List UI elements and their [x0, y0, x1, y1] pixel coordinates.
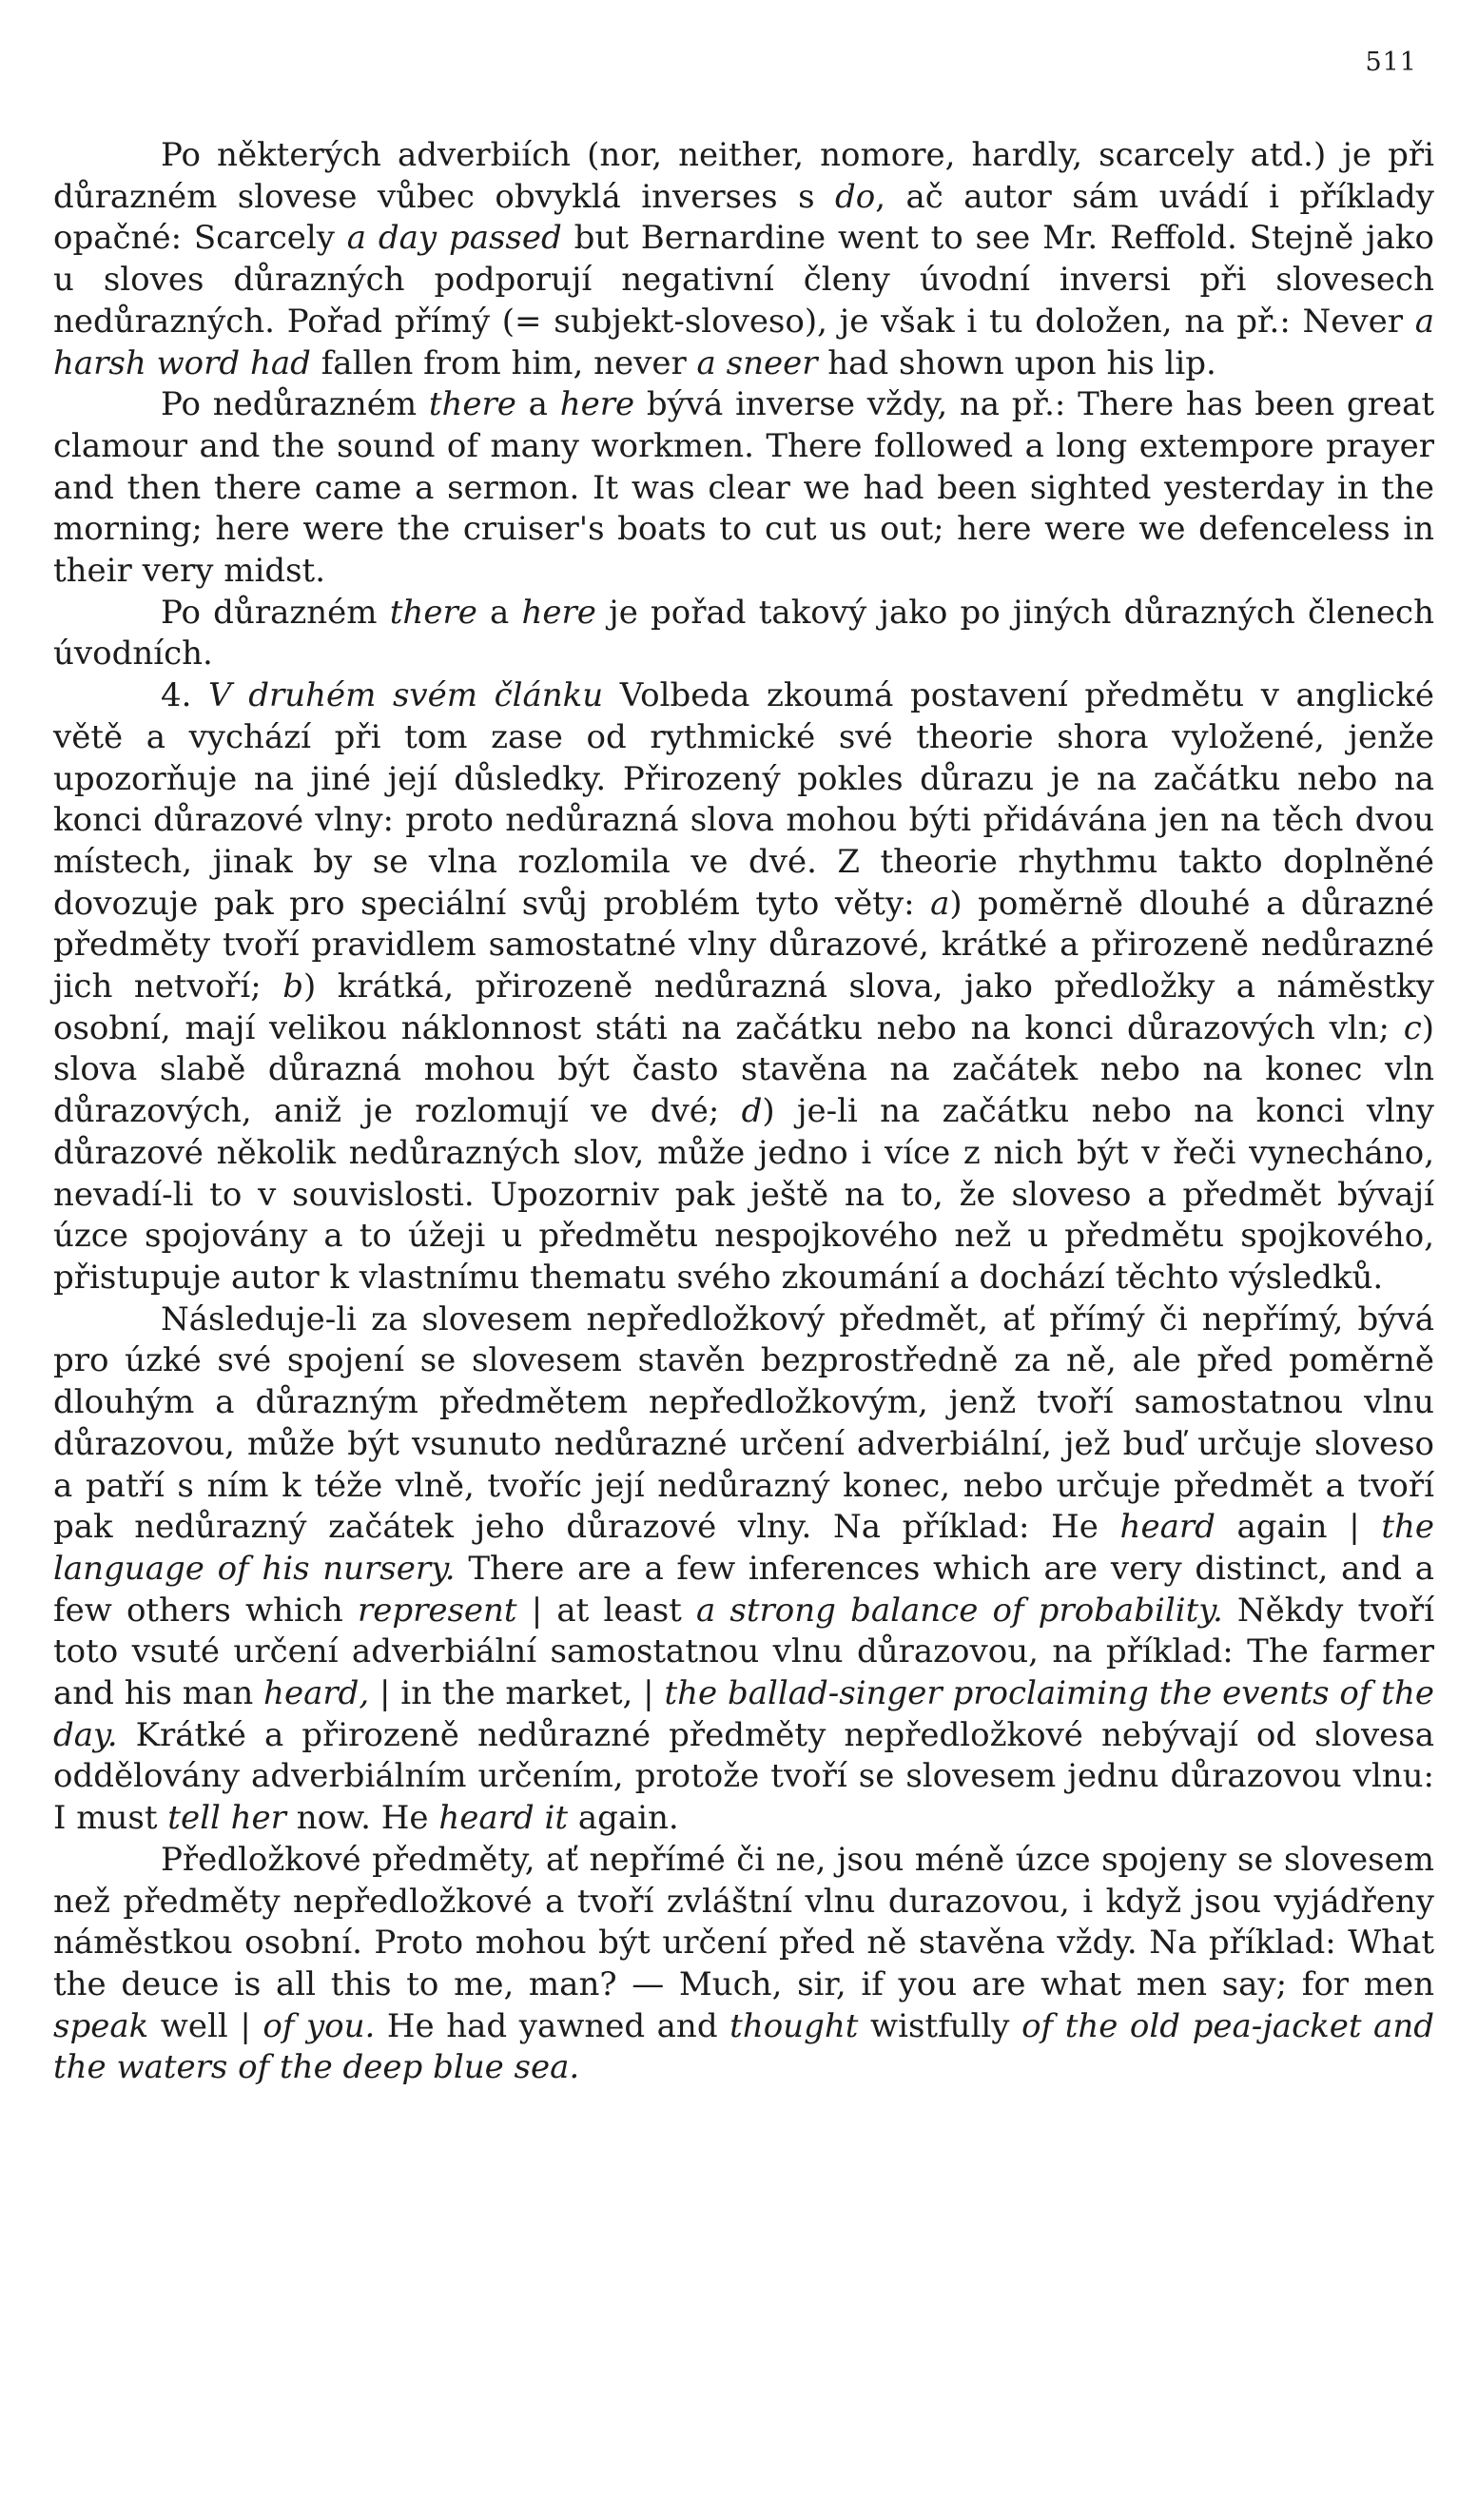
italic-text: tell her [167, 1799, 286, 1838]
italic-text: a harsh word had [53, 302, 1434, 382]
text-run: fallen from him, never [310, 343, 697, 382]
italic-text: b [282, 967, 303, 1006]
text-run: a [476, 593, 522, 632]
text-run: Po důrazném [161, 593, 390, 632]
italic-text: here [559, 385, 635, 424]
paragraph [53, 593, 1434, 675]
text-run: ) slova slabě důrazná mohou být často stavěna na začátek nebo na konec vln důrazových, aniž je rozlomují ve dvé; [53, 1008, 1434, 1131]
italic-text: c [1403, 1008, 1422, 1047]
text-run: 4. [161, 676, 209, 715]
italic-text: of you. [263, 2006, 376, 2045]
text-run: ) je-li na začátku nebo na konci vlny důrazové několik nedůrazných slov, může jedno i více z nich být v řeči vynecháno, nevadí-li to v souvislosti. Upozorniv pak ještě na to, že sloveso a předmět bývají úzce spojovány a to úžeji u předmětu nespojkového než u předmětu spojkového, přistupuje autor k vlastnímu thematu svého zkoumání a dochází těchto výsledků. [53, 1092, 1435, 1297]
italic-text: a [930, 884, 950, 923]
text-run: again | [1215, 1508, 1382, 1547]
paragraph [53, 1299, 1434, 1840]
italic-text: a sneer [696, 343, 818, 382]
italic-text: speak [53, 2006, 149, 2045]
text-run: Po nedůrazném [161, 385, 429, 424]
paragraph [53, 135, 1434, 384]
text-run: wistfully [858, 2006, 1022, 2045]
text-run: but Bernardine went to see Mr. Reffold. Stejně jako u sloves důrazných podporují negativní členy úvodní inversi při slovesech nedůrazných. Pořad přímý (= subjekt-sloveso), je však i tu doložen, na př.: Never [53, 219, 1434, 341]
text-run: a [515, 385, 560, 424]
text-run: Někdy tvoří toto vsuté určení adverbiální samostatnou vlnu důrazovou, na příklad: The farmer and his man [53, 1591, 1434, 1713]
text-run: je pořad takový jako po jiných důrazných členech úvodních. [53, 593, 1434, 674]
text-run: Volbeda zkoumá postavení předmětu v anglické větě a vychází při tom zase od rythmické své theorie shora vyložené, jenže upozorňuje na jiné její důsledky. Přirozený pokles důrazu je na začátku nebo na konci důrazové vlny: proto nedůrazná slova mohou býti přidávána jen na těch dvou místech, jinak by se vlna rozlomila ve dvé. Z theorie rhythmu takto doplněné dovozuje pak pro speciální svůj problém tyto věty: [53, 676, 1434, 923]
text-run: | at least [516, 1591, 696, 1630]
paragraph [53, 675, 1434, 1299]
italic-text: there [389, 593, 477, 632]
text-run: | in the market, | [369, 1674, 665, 1713]
text-run: again. [568, 1799, 679, 1838]
paragraph [53, 1840, 1434, 2089]
paragraph [53, 384, 1434, 593]
text-run: , ač autor sám uvádí i příklady opačné: Scarcely [53, 177, 1434, 258]
italic-text: V druhém svém článku [208, 676, 604, 715]
text-run: well | [148, 2006, 263, 2045]
italic-text: the language of his nursery. [53, 1508, 1434, 1588]
text-run: bývá inverse vždy, na př.: There has been great clamour and the sound of many workmen. There followed a long extempore prayer and then there came a sermon. It was clear we had been sighted yesterday in the morning; here were the cruiser's boats to cut us out; here were we defenceless in their very midst. [53, 385, 1435, 591]
italic-text: thought [729, 2006, 859, 2045]
text-run: ) poměrně dlouhé a důrazné předměty tvoří pravidlem samostatné vlny důrazové, krátké a přirozeně nedůrazné jich netvoří; [53, 884, 1434, 1006]
text-run: ) krátká, přirozeně nedůrazná slova, jako předložky a náměstky osobní, mají velikou náklonnost státi na začátku nebo na konci důrazových vln; [53, 967, 1434, 1047]
italic-text: d [741, 1092, 763, 1131]
italic-text: a day passed [346, 219, 562, 258]
text-run: had shown upon his lip. [817, 343, 1216, 382]
italic-text: there [428, 385, 516, 424]
text-run: Předložkové předměty, ať nepřímé či ne, jsou méně úzce spojeny se slovesem než předměty nepředložkové a tvoří zvláštní vlnu durazovou, i když jsou vyjádřeny náměstkou osobní. Proto mohou být určení před ně stavěna vždy. Na příklad: What the deuce is all this to me, man? — Much, sir, if you are what men say; for men [53, 1840, 1434, 2003]
italic-text: of the old pea-jacket and the waters of the deep blue sea. [53, 2006, 1434, 2087]
italic-text: heard, [263, 1674, 370, 1713]
italic-text: do [834, 177, 876, 216]
page-number: 511 [1365, 48, 1417, 77]
italic-text: the ballad-singer proclaiming the events of the day. [53, 1674, 1434, 1754]
text-run: He had yawned and [375, 2006, 730, 2045]
document-body [53, 135, 1434, 2089]
italic-text: heard [1119, 1508, 1215, 1547]
text-run: Po některých adverbiích (nor, neither, nomore, hardly, scarcely atd.) je při důrazném slovese vůbec obvyklá inverses s [53, 136, 1434, 216]
text-run: There are a few inferences which are very distinct, and a few others which [53, 1549, 1434, 1630]
italic-text: a strong balance of probability. [696, 1591, 1223, 1630]
italic-text: represent [357, 1591, 517, 1630]
text-run: Následuje-li za slovesem nepředložkový předmět, ať přímý či nepřímý, bývá pro úzké své spojení se slovesem stavěn bezprostředně za ně, ale před poměrně dlouhým a důrazným předmětem nepředložkovým, jenž tvoří samostatnou vlnu důrazovou, může být vsunuto nedůrazné určení adverbiální, jež buď určuje sloveso a patří s ním k téže vlně, tvoříc její nedůrazný konec, nebo určuje předmět a tvoří pak nedůrazný začátek jeho důrazové vlny. Na příklad: He [53, 1299, 1434, 1547]
italic-text: here [521, 593, 596, 632]
italic-text: heard it [438, 1799, 569, 1838]
text-run: Krátké a přirozeně nedůrazné předměty nepředložkové nebývají od slovesa oddělovány adverbiálním určením, protože tvoří se slovesem jednu důrazovou vlnu: I must [53, 1715, 1434, 1838]
text-run: now. He [285, 1799, 439, 1838]
